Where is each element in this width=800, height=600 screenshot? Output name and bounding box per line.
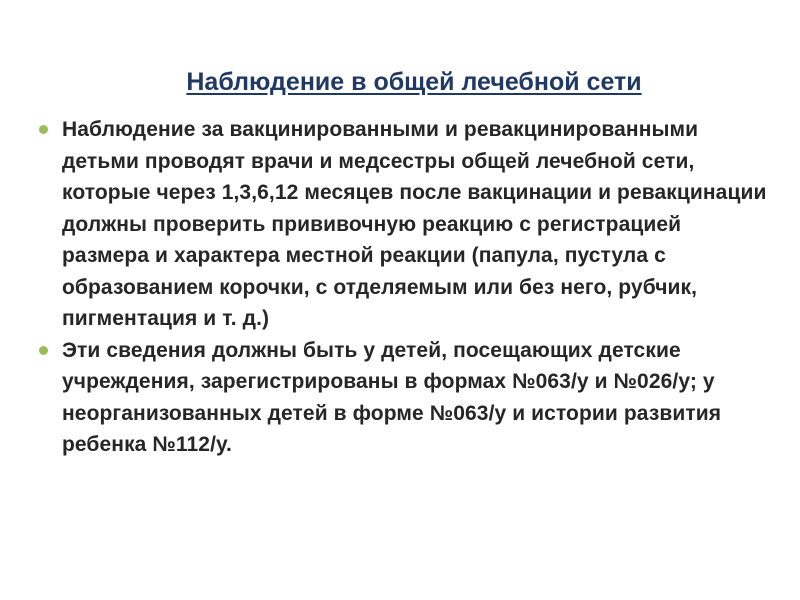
bullet-item <box>62 114 774 335</box>
bullet-dot-icon <box>39 346 48 355</box>
slide-title: Наблюдение в общей лечебной сети <box>186 68 642 96</box>
bullet-text: Эти сведения должны быть у детей, посещающих детские учреждения, зарегистрированы в формах №063/у и №026/у; у неорганизованных детей в форме №063/у и истории развития ребенка №112/у. <box>62 338 722 456</box>
bullet-dot-icon <box>39 125 48 134</box>
bullet-item <box>62 335 774 461</box>
bullet-list <box>62 114 774 461</box>
bullet-text: Наблюдение за вакцинированными и ревакцинированными детьми проводят врачи и медсестры общей лечебной сети, которые через 1,3,6,12 месяцев после вакцинации и ревакцинации должны проверить прививочную реакцию с регистрацией размера и характера местной реакции (папула, пустула с образованием корочки, с отделяемым или без него, рубчик, пигментация и т. д.) <box>62 118 767 330</box>
